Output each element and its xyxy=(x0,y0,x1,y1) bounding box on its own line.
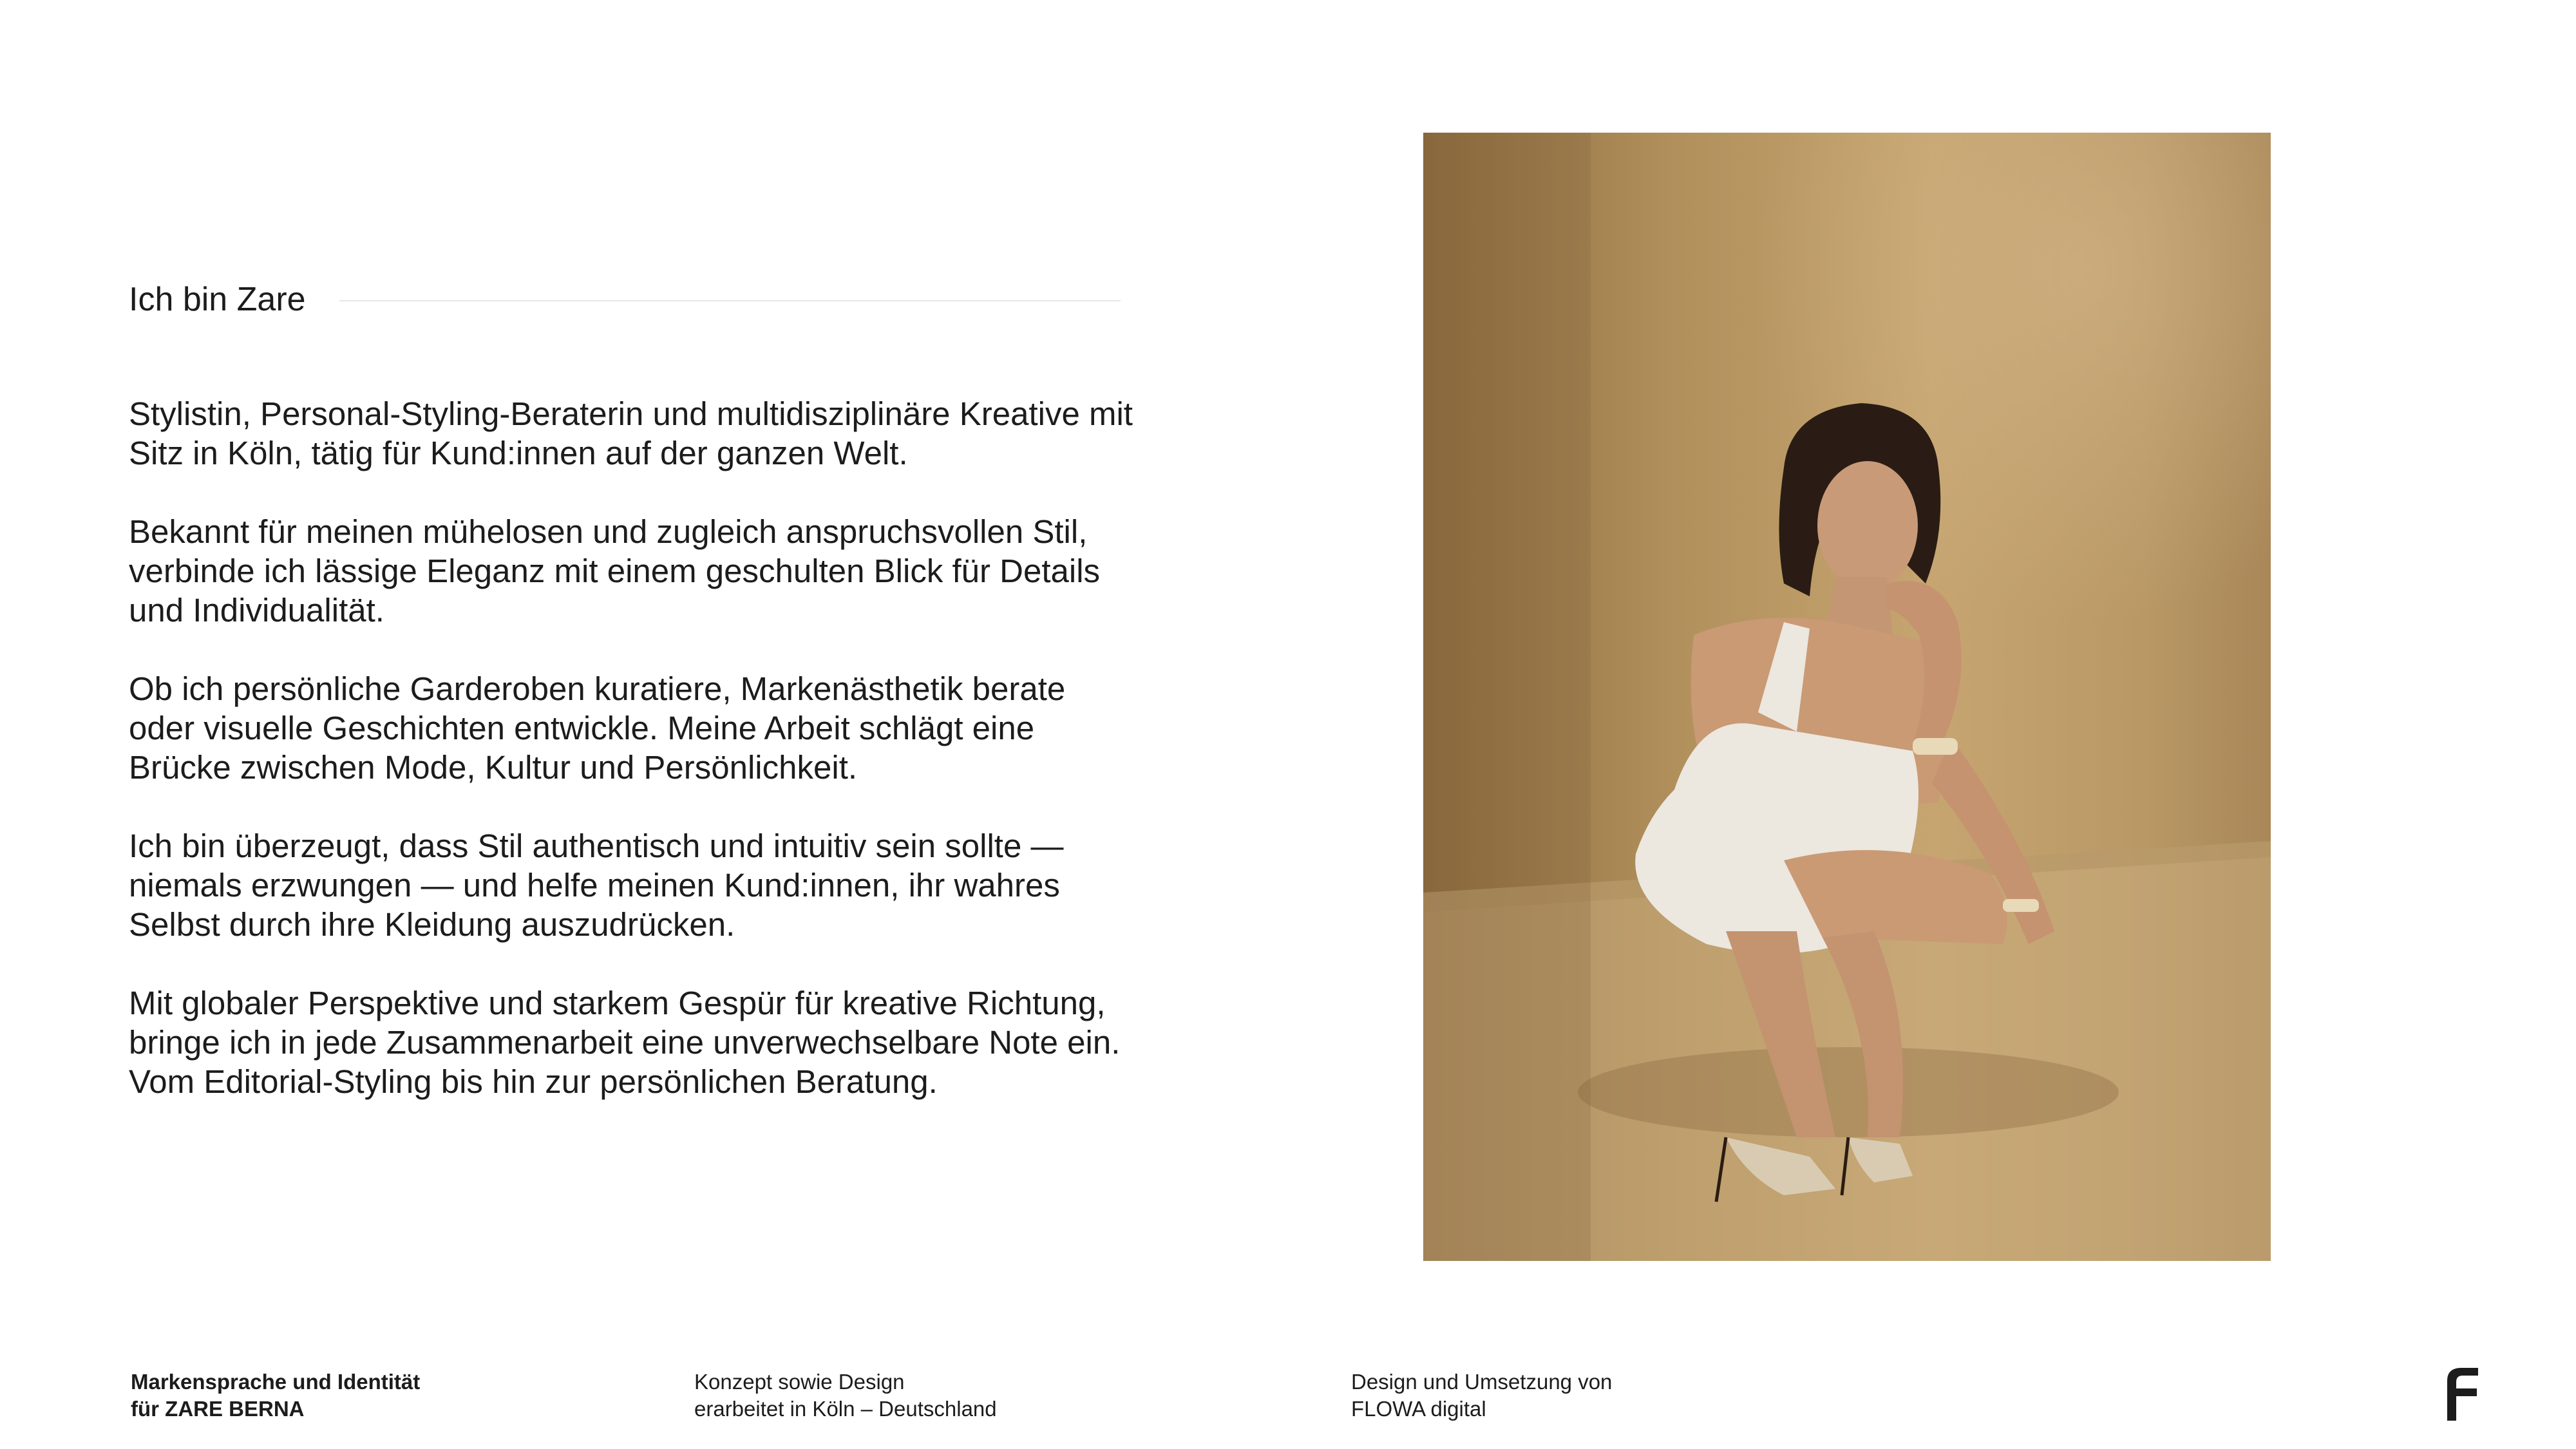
portrait-illustration xyxy=(1423,133,2271,1261)
bio-paragraph: Stylistin, Personal-Styling-Beraterin und multidisziplinäre Kreative mit Sitz in Köln, tätig für Kund:innen auf der ganzen Welt. xyxy=(129,395,1133,471)
footer-concept-line: Konzept sowie Design xyxy=(694,1370,905,1394)
footer-brand-line: Markensprache und Identität xyxy=(131,1370,421,1394)
portrait-photo xyxy=(1423,133,2271,1261)
section-heading: Ich bin Zare xyxy=(129,281,306,318)
bio-paragraph: Ob ich persönliche Garderoben kuratiere, Markenästhetik berate oder visuelle Geschichten entwickle. Meine Arbeit schlägt eine Brücke zwischen Mode, Kultur und Persönlichkeit. xyxy=(129,670,1066,786)
footer-credit-line: FLOWA digital xyxy=(1351,1397,1486,1421)
bio-text xyxy=(129,394,1133,1141)
bio-paragraph: Ich bin überzeugt, dass Stil authentisch und intuitiv sein sollte — niemals erzwungen — und helfe meinen Kund:innen, ihr wahres Selbst durch ihre Kleidung auszudrücken. xyxy=(129,828,1064,943)
footer-concept-line: erarbeitet in Köln – Deutschland xyxy=(694,1397,997,1421)
heading-row xyxy=(129,277,1121,322)
footer-credit xyxy=(1351,1368,1612,1423)
bio-paragraph: Bekannt für meinen mühelosen und zugleich anspruchsvollen Stil, verbinde ich lässige Eleganz mit einem geschulten Blick für Details und Individualität. xyxy=(129,513,1101,629)
footer-credit-line: Design und Umsetzung von xyxy=(1351,1370,1613,1394)
bio-paragraph: Mit globaler Perspektive und starkem Gespür für kreative Richtung, bringe ich in jede Zusammenarbeit eine unverwechselbare Note ein. Vom Editorial-Styling bis hin zur persönlichen Beratung. xyxy=(129,985,1121,1100)
footer-brand-line: für ZARE BERNA xyxy=(131,1397,305,1421)
footer-concept xyxy=(694,1368,997,1423)
heading-divider xyxy=(339,300,1121,301)
footer-brand xyxy=(131,1368,420,1423)
flowa-f-logo-icon xyxy=(2441,1367,2479,1421)
